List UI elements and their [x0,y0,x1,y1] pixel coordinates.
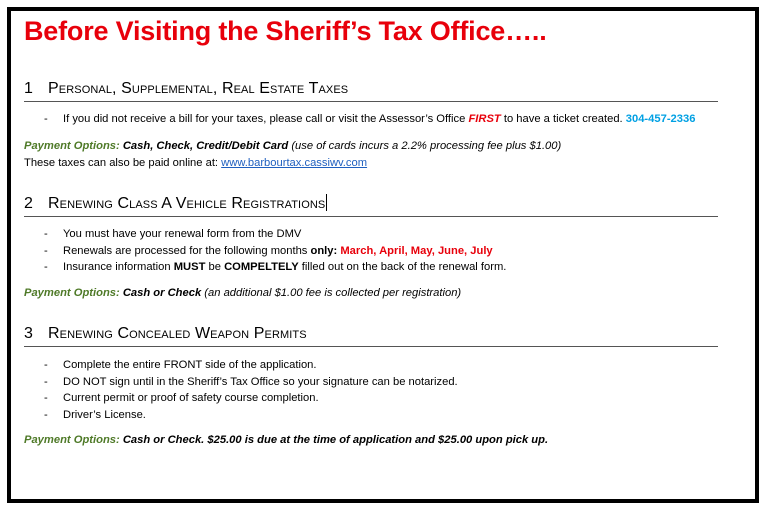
section-number: 3 [24,325,33,342]
list-item: - Insurance information MUST be COMPELTELY filled out on the back of the renewal form. [44,261,507,273]
payment-note: (an additional $1.00 fee is collected per registration) [204,287,462,299]
list-item: - If you did not receive a bill for your taxes, please call or visit the Assessor’s Office FIRST to have a ticket created. 304-457-2336 [44,113,696,125]
text-cursor [326,194,327,211]
list-item: - Renewals are processed for the following months only: March, April, May, June, July [44,244,493,257]
payment-note: (use of cards incurs a 2.2% processing fee plus $1.00) [291,140,562,152]
payment-options-label: Payment Options: [24,434,120,446]
assessor-phone-number: 304-457-2336 [625,113,696,125]
emphasis-first: FIRST [468,113,501,125]
section-1-list [44,111,695,128]
barbourtax-link[interactable]: www.barbourtax.cassiwv.com [221,157,368,169]
payment-options-permits [24,434,548,446]
payment-options-label: Payment Options: [24,287,120,299]
payment-methods: Cash, Check, Credit/Debit Card [122,140,289,152]
list-item: - Complete the entire FRONT side of the application. [44,359,317,371]
renewal-months: March, April, May, June, July [340,244,493,257]
list-item: - DO NOT sign until in the Sheriff’s Tax Office so your signature can be notarized. [44,375,458,388]
list-item: - You must have your renewal form from the DMV [44,228,302,240]
section-title: Personal, Supplemental, Real Estate Taxes [48,80,349,97]
payment-methods: Cash or Check. $25.00 is due at the time of application and $25.00 upon pick up. [122,434,549,446]
section-heading-personal-taxes [24,80,718,102]
section-heading-concealed-weapon-permits [24,325,718,347]
payment-options-vehicles [24,287,461,299]
payment-options-label: Payment Options: [24,140,120,152]
online-payment-line: These taxes can also be paid online at: www.barbourtax.cassiwv.com [24,157,368,169]
section-heading-vehicle-registrations [24,194,718,217]
list-item: - Driver’s License. [44,408,146,421]
section-number: 2 [24,195,33,212]
payment-methods: Cash or Check [122,287,202,299]
page-title: Before Visiting the Sheriff’s Tax Office….. [24,16,547,46]
section-number: 1 [24,80,33,97]
section-3-list [44,357,458,423]
payment-options-taxes [24,140,561,152]
list-item: - Current permit or proof of safety course completion. [44,392,319,404]
section-title: Renewing Class A Vehicle Registrations [48,195,326,212]
section-2-list [44,226,506,276]
section-title: Renewing Concealed Weapon Permits [48,325,307,342]
